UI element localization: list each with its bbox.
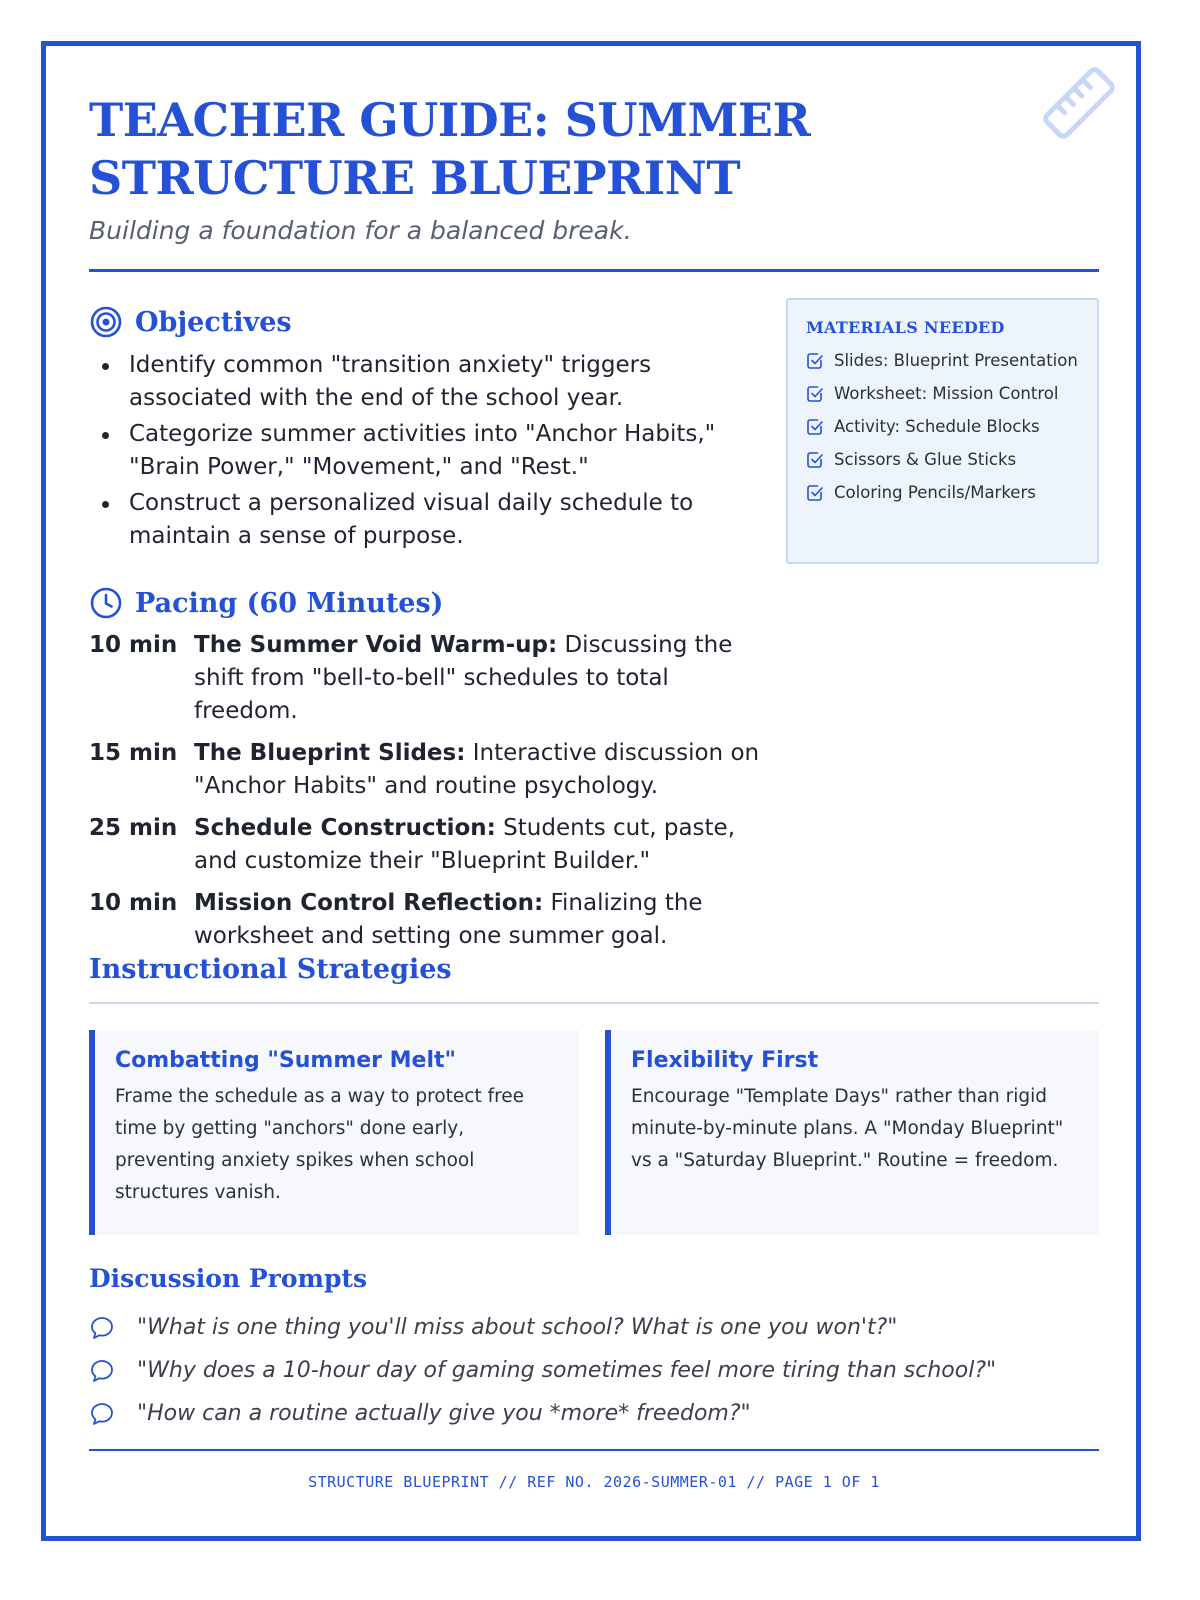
- pacing-label: The Summer Void Warm-up:: [194, 632, 558, 658]
- pacing-row: [89, 812, 769, 878]
- materials-item-label: Slides: Blueprint Presentation: [834, 351, 1078, 370]
- strategy-card: [605, 1030, 1099, 1235]
- page-frame: [41, 41, 1141, 1541]
- strategy-card: [89, 1030, 579, 1235]
- pacing-heading-text: Pacing (60 Minutes): [135, 587, 444, 619]
- pacing-label: Mission Control Reflection:: [194, 890, 544, 916]
- strategy-card-title: Flexibility First: [631, 1048, 819, 1073]
- list-item: Categorize summer activities into "Anchor Habits," "Brain Power," "Movement," and "Rest.": [89, 418, 769, 484]
- discussion-prompt-text: "Why does a 10-hour day of gaming sometimes feel more tiring than school?": [137, 1358, 997, 1383]
- list-item: [806, 380, 1083, 408]
- pacing-time: 10 min: [89, 632, 178, 658]
- objectives-list: [89, 349, 769, 556]
- pacing-time: 10 min: [89, 890, 178, 916]
- footer-divider: [89, 1449, 1099, 1451]
- pacing-description: [194, 629, 769, 728]
- strategies-divider: [89, 1002, 1099, 1004]
- checkbox-checked-icon: [806, 418, 824, 436]
- pacing-description: [194, 887, 769, 953]
- clock-icon: [89, 586, 123, 620]
- pacing-time: 15 min: [89, 740, 178, 766]
- speech-bubble-icon: [89, 1358, 115, 1384]
- pacing-row: [89, 887, 769, 953]
- pacing-text: Students cut, paste, and customize their "Blueprint Builder.": [194, 815, 736, 874]
- materials-list: [806, 347, 1083, 507]
- discussion-prompt-text: "What is one thing you'll miss about school? What is one you won't?": [137, 1315, 898, 1340]
- materials-item-label: Activity: Schedule Blocks: [834, 417, 1040, 436]
- discussion-heading: Discussion Prompts: [89, 1264, 368, 1293]
- pacing-label: The Blueprint Slides:: [194, 740, 466, 766]
- pacing-row: [89, 737, 769, 803]
- list-item: [89, 1349, 996, 1392]
- pacing-description: [194, 737, 769, 803]
- pacing-time: 25 min: [89, 815, 178, 841]
- pacing-text: Discussing the shift from "bell-to-bell" schedules to total freedom.: [194, 632, 733, 724]
- pacing-text: Finalizing the worksheet and setting one summer goal.: [194, 890, 703, 949]
- materials-item-label: Coloring Pencils/Markers: [834, 483, 1036, 502]
- materials-item-label: Worksheet: Mission Control: [834, 384, 1059, 403]
- discussion-list: [89, 1306, 996, 1435]
- objectives-heading-text: Objectives: [135, 306, 292, 338]
- strategy-card-body: Encourage "Template Days" rather than rigid minute-by-minute plans. A "Monday Blueprint" vs a "Saturday Blueprint." Routine = freedom.: [631, 1086, 1064, 1171]
- pacing-row: [89, 629, 769, 728]
- materials-panel: [786, 298, 1099, 564]
- list-item: Construct a personalized visual daily schedule to maintain a sense of purpose.: [89, 487, 769, 553]
- page-content: [89, 46, 1099, 1536]
- list-item: [806, 479, 1083, 507]
- header-divider: [89, 269, 1099, 272]
- strategy-card-title: Combatting "Summer Melt": [115, 1048, 456, 1073]
- strategy-card-body: Frame the schedule as a way to protect free time by getting "anchors" done early, preventing anxiety spikes when school structures vanish.: [115, 1086, 525, 1203]
- page-subtitle: Building a foundation for a balanced break.: [89, 216, 632, 245]
- page-title: TEACHER GUIDE: SUMMER STRUCTURE BLUEPRINT: [89, 93, 811, 205]
- list-item: [806, 446, 1083, 474]
- list-item: [806, 413, 1083, 441]
- list-item: Identify common "transition anxiety" triggers associated with the end of the school year.: [89, 349, 769, 415]
- checkbox-checked-icon: [806, 484, 824, 502]
- checkbox-checked-icon: [806, 451, 824, 469]
- materials-heading: MATERIALS NEEDED: [806, 318, 1005, 337]
- strategies-heading: Instructional Strategies: [89, 954, 452, 985]
- speech-bubble-icon: [89, 1315, 115, 1341]
- checkbox-checked-icon: [806, 352, 824, 370]
- speech-bubble-icon: [89, 1401, 115, 1427]
- page-footer: STRUCTURE BLUEPRINT // REF NO. 2026-SUMMER-01 // PAGE 1 OF 1: [308, 1473, 880, 1491]
- objectives-heading: [89, 305, 292, 339]
- pacing-list: [89, 629, 769, 962]
- list-item: [806, 347, 1083, 375]
- target-icon: [89, 305, 123, 339]
- pacing-description: [194, 812, 769, 878]
- list-item: [89, 1306, 996, 1349]
- pacing-label: Schedule Construction:: [194, 815, 496, 841]
- materials-item-label: Scissors & Glue Sticks: [834, 450, 1017, 469]
- pacing-text: Interactive discussion on "Anchor Habits" and routine psychology.: [194, 740, 760, 799]
- checkbox-checked-icon: [806, 385, 824, 403]
- list-item: [89, 1392, 996, 1435]
- discussion-prompt-text: "How can a routine actually give you *more* freedom?": [137, 1401, 751, 1426]
- pacing-heading: [89, 586, 443, 620]
